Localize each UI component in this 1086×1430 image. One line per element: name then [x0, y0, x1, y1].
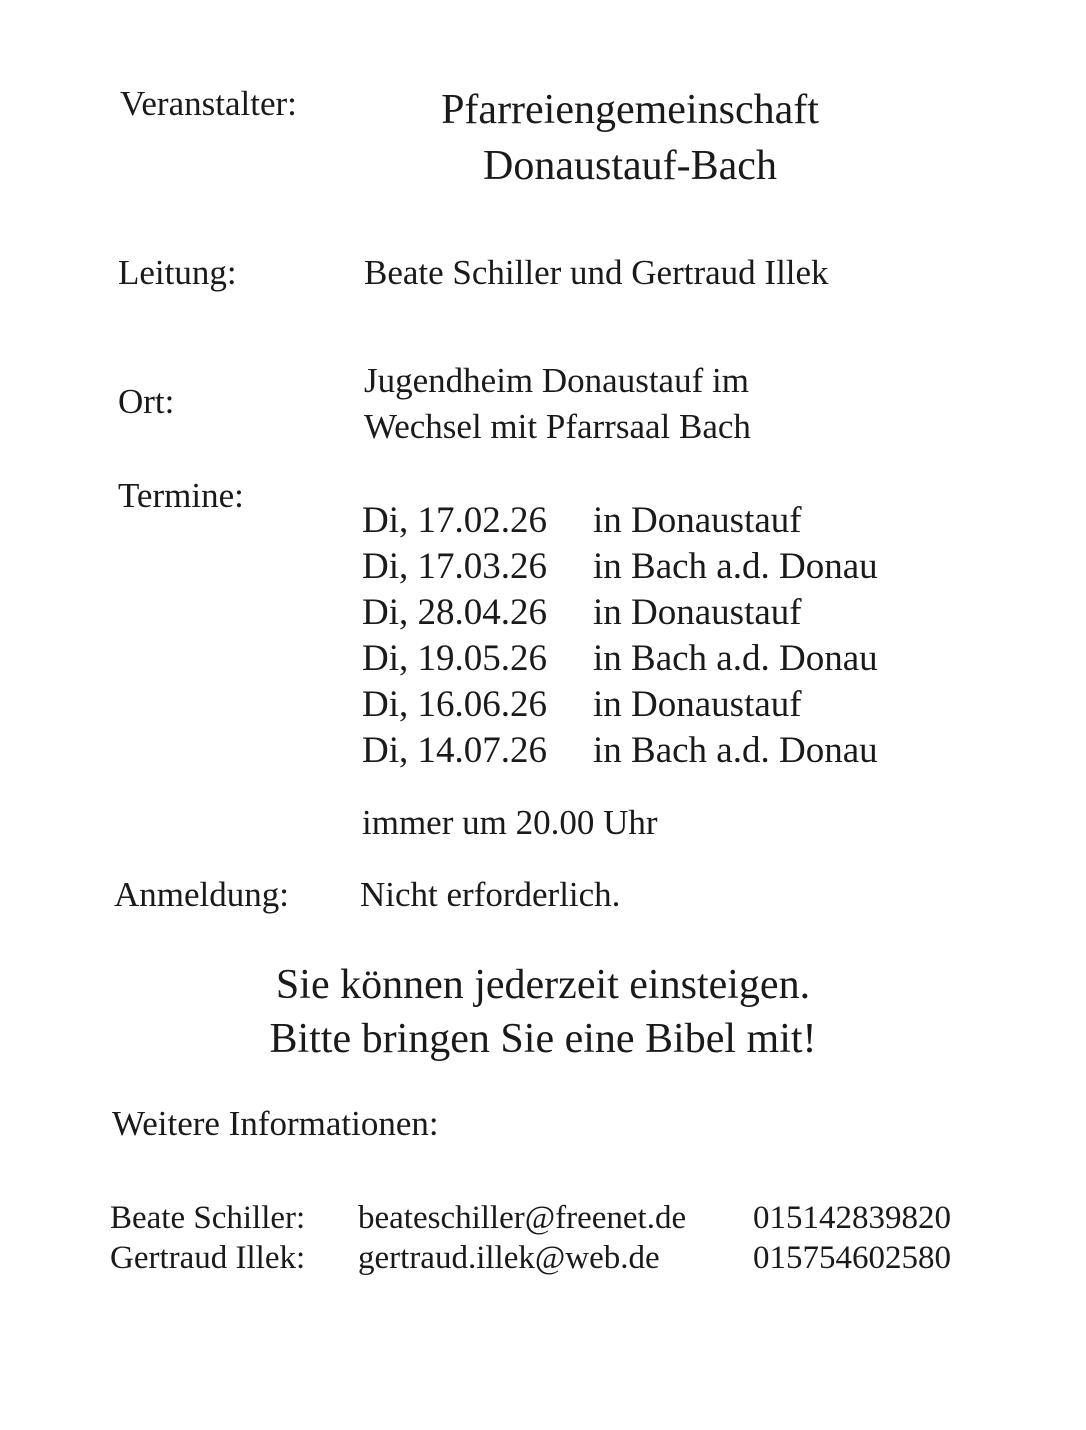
registration-label: Anmeldung:: [114, 875, 289, 914]
schedule-date: Di, 17.02.26: [362, 500, 547, 541]
callout-line2: Bitte bringen Sie eine Bibel mit!: [269, 1016, 817, 1062]
info-heading: Weitere Informationen:: [112, 1104, 439, 1143]
schedule-list: [362, 498, 878, 774]
schedule-place: in Donaustauf: [593, 592, 802, 633]
schedule-place: in Donaustauf: [593, 500, 802, 541]
location-line2: Wechsel mit Pfarrsaal Bach: [364, 407, 751, 446]
location-value: [364, 358, 751, 450]
contact-phone: 015142839820: [753, 1200, 951, 1236]
leadership-value: Beate Schiller und Gertraud Illek: [364, 253, 829, 292]
location-label: Ort:: [118, 382, 175, 421]
contact-name: Beate Schiller:: [110, 1200, 306, 1236]
schedule-row: [362, 498, 878, 544]
contact-phone: 015754602580: [753, 1240, 951, 1276]
contact-name: Gertraud Illek:: [110, 1240, 306, 1276]
schedule-place: in Bach a.d. Donau: [593, 638, 878, 679]
organizer-label: Veranstalter:: [120, 84, 297, 123]
schedule-date: Di, 17.03.26: [362, 546, 547, 587]
schedule-place: in Donaustauf: [593, 684, 802, 725]
schedule-date: Di, 14.07.26: [362, 730, 547, 771]
contact-row: [110, 1238, 951, 1278]
schedule-time-note: immer um 20.00 Uhr: [362, 803, 658, 842]
contact-list: [110, 1198, 951, 1278]
contact-email[interactable]: gertraud.illek@web.de: [358, 1240, 660, 1276]
registration-value: Nicht erforderlich.: [360, 875, 621, 914]
organizer-name-line1: Pfarreiengemeinschaft: [441, 87, 819, 133]
organizer-name-line2: Donaustauf-Bach: [483, 143, 777, 189]
contact-email[interactable]: beateschiller@freenet.de: [358, 1200, 687, 1236]
schedule-row: [362, 590, 878, 636]
schedule-row: [362, 728, 878, 774]
callout-line1: Sie können jederzeit einsteigen.: [275, 962, 811, 1008]
schedule-place: in Bach a.d. Donau: [593, 546, 878, 587]
schedule-date: Di, 16.06.26: [362, 684, 547, 725]
schedule-label: Termine:: [118, 476, 244, 515]
location-line1: Jugendheim Donaustauf im: [364, 361, 749, 400]
schedule-date: Di, 28.04.26: [362, 592, 547, 633]
schedule-row: [362, 544, 878, 590]
callout: [0, 958, 1086, 1066]
schedule-row: [362, 682, 878, 728]
organizer-name: [390, 82, 870, 194]
schedule-date: Di, 19.05.26: [362, 638, 547, 679]
schedule-row: [362, 636, 878, 682]
contact-row: [110, 1198, 951, 1238]
leadership-label: Leitung:: [118, 253, 237, 292]
schedule-place: in Bach a.d. Donau: [593, 730, 878, 771]
